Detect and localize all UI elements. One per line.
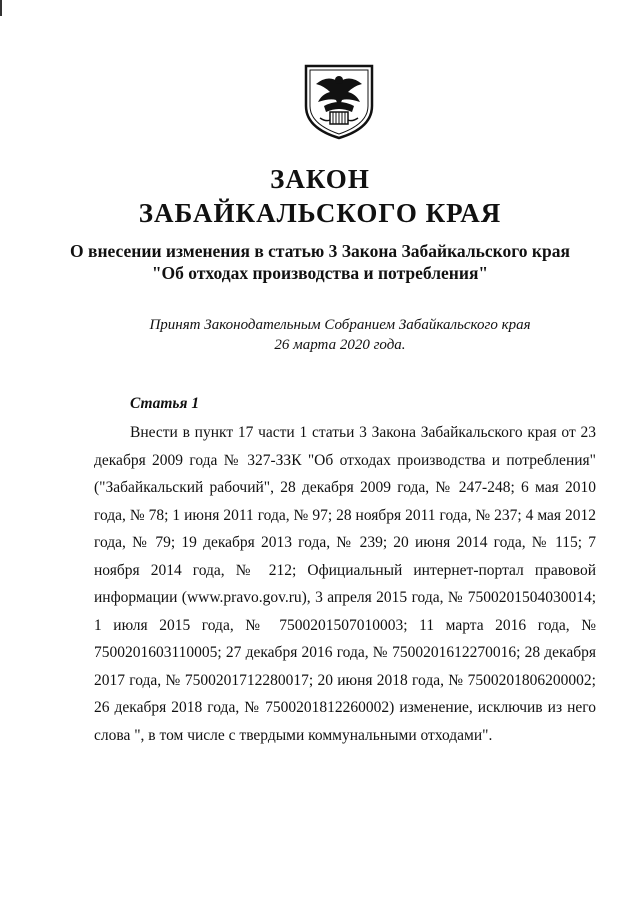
law-title: ЗАКОН <box>270 164 370 194</box>
article-body-text: Внести в пункт 17 части 1 статьи 3 Закона Забайкальского края от 23 декабря 2009 года № 327-ЗЗК "Об отходах производства и потребления" ("Забайкальский рабочий", 28 декабря 2009 года, № 247-248; 6 мая 2010 года, № 78; 1 июня 2011 года, № 97; 28 ноября 2011 года, № 237; 4 мая 2012 года, № 79; 19 декабря 2013 года, № 239; 20 июня 2014 года, № 115; 7 ноября 2014 года, № 212; Официальный интернет-портал правовой информации (www.pravo.gov.ru), 3 апреля 2015 года, № 7500201504030014; 1 июля 2015 года, № 7500201507010003; 11 марта 2016 года, № 7500201603110005; 27 декабря 2016 года, № 7500201612270016; 28 декабря 2017 года, № 7500201712280017; 20 июня 2018 года, № 7500201806200002; 26 декабря 2018 года, № 7500201812260002) изменение, исключив из него слова ", в том числе с твердыми коммунальными отходами". <box>94 424 596 744</box>
article-heading: Статья 1 <box>130 395 200 412</box>
scan-edge-mark <box>0 0 2 16</box>
law-subtitle-line-2: "Об отходах производства и потребления" <box>151 263 489 283</box>
adoption-note-line-1: Принят Законодательным Собранием Забайкальского края <box>149 317 531 333</box>
coat-of-arms-icon <box>300 62 378 140</box>
law-subtitle-line-1: О внесении изменения в статью 3 Закона Забайкальского края <box>70 241 570 261</box>
adoption-date: 26 марта 2020 года. <box>274 337 406 353</box>
law-title-region: ЗАБАЙКАЛЬСКОГО КРАЯ <box>138 198 502 228</box>
